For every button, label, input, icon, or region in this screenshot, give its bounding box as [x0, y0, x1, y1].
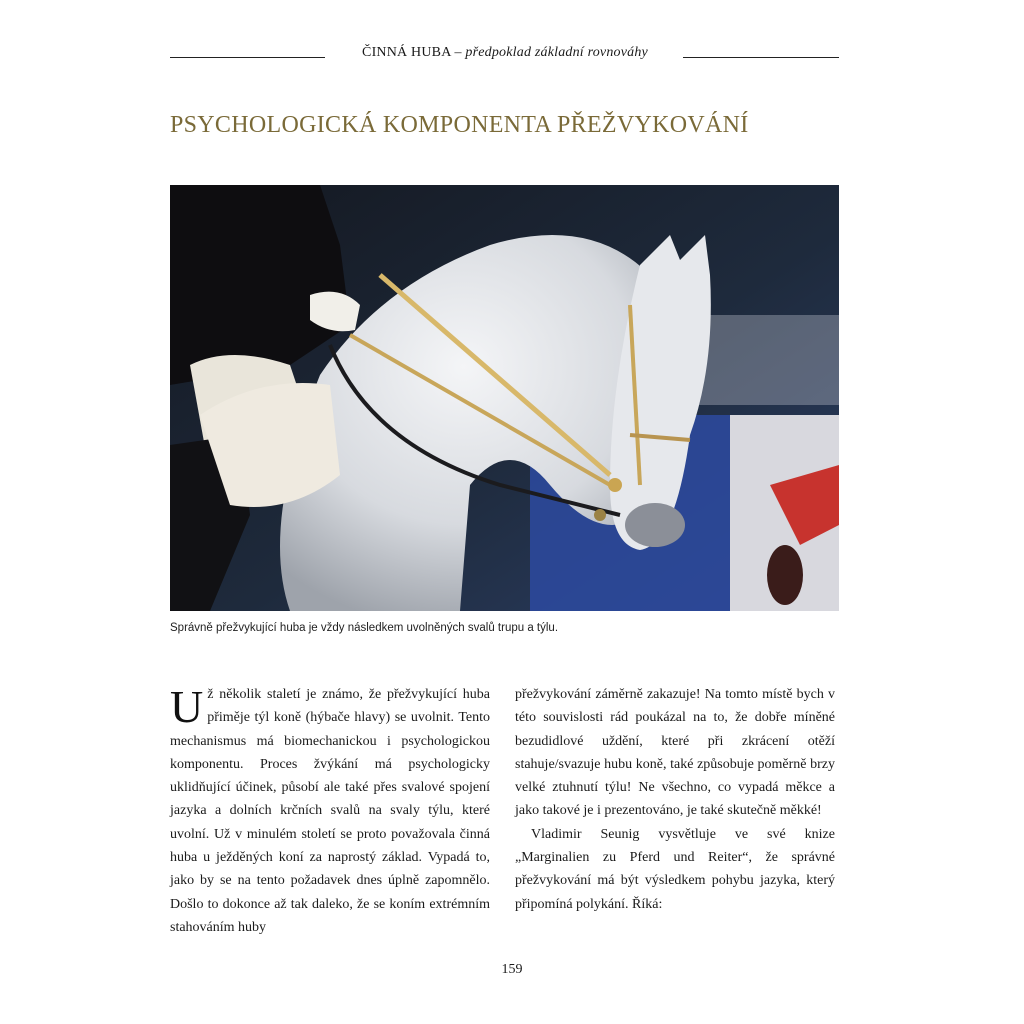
paragraph-text: ž několik staletí je známo, že přežvykující huba přiměje týl koně (hýbače hlavy) se uvolnit. Tento mechanismus má biomechanickou i psychologickou komponentu. Proces žvýkání má psychologicky uklidňující účinek, působí ale také přes svalové spojení jazyka a dolních krčních svalů na svaly týlu, které uvolní. Už v minulém století se proto považovala činná huba u ježděných koní za naprostý základ. Vypadá to, jako by se na tento požadavek dnes úplně zapomnělo. Došlo to dokonce až tak daleko, že se koním extrémním stahováním huby: [170, 687, 490, 935]
paragraph: přežvykování záměrně zakazuje! Na tomto místě bych v této souvislosti rád poukázal na to, že dobře míněné bezudidlové uždění, které při zkrácení otěží stahuje/svazuje hubu koně, také způsobuje poměrně brzy velké ztuhnutí týlu! Ne všechno, co vypadá měkce a jako takové je i prezentováno, je také skutečně měkké!: [515, 687, 835, 819]
drop-cap: U: [170, 681, 204, 732]
page-number: 159: [501, 962, 523, 977]
text-column-right: [515, 683, 835, 916]
section-title: PSYCHOLOGICKÁ KOMPONENTA PŘEŽVYKOVÁNÍ: [170, 112, 749, 138]
running-head-main: ČINNÁ HUBA: [362, 45, 451, 60]
horse-photo: [170, 185, 839, 611]
paragraph: Vladimir Seunig vysvětluje ve své knize „Marginalien zu Pferd und Reiter“, že správné přežvykování má být výsledkem pohybu jazyka, který připomíná polykání. Říká:: [515, 826, 835, 912]
text-column-left: [170, 683, 490, 939]
photo-caption: Správně přežvykující huba je vždy následkem uvolněných svalů trupu a týlu.: [170, 622, 559, 634]
running-head-dash: –: [450, 45, 466, 60]
running-head: [340, 45, 670, 61]
running-head-sub: předpoklad základní rovnováhy: [465, 45, 648, 60]
paragraph: [170, 683, 490, 939]
header-rule-left: [170, 57, 325, 58]
header-rule-right: [683, 57, 839, 58]
